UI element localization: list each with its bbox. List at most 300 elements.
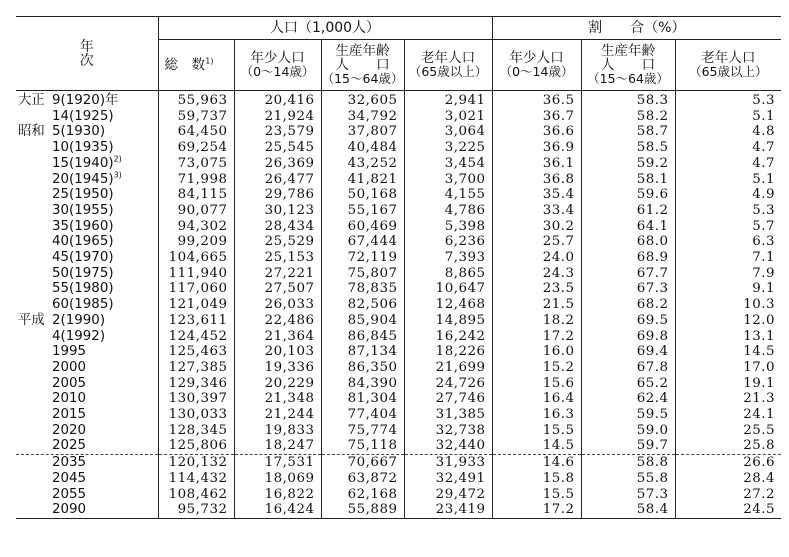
rw-cell: 65.2 <box>581 376 675 392</box>
ro-cell: 4.9 <box>752 187 776 203</box>
ro-cell: 6.3 <box>752 234 776 250</box>
year-label: 2(1990) <box>52 312 106 328</box>
table-row <box>16 250 781 266</box>
working-cell: 60,469 <box>321 219 404 235</box>
ry-cell: 25.7 <box>492 234 581 250</box>
working-cell: 70,667 <box>321 455 404 471</box>
ry-cell: 17.2 <box>492 502 581 518</box>
table-row <box>16 91 781 109</box>
young-header <box>234 40 321 91</box>
era-label: 昭和 <box>18 124 45 140</box>
young-header-line1: 年少人口 <box>250 50 305 66</box>
year-label: 2055 <box>52 486 87 502</box>
ratio-working-header-line1: 生産年齢 <box>600 43 656 59</box>
young-cell: 21,348 <box>234 391 321 407</box>
year-cell <box>16 313 158 329</box>
table-row <box>16 407 781 423</box>
working-cell: 41,821 <box>321 172 404 188</box>
rw-cell: 68.9 <box>581 250 675 266</box>
total-cell: 114,432 <box>158 471 234 487</box>
ratio-working-header <box>581 40 675 91</box>
young-cell: 28,434 <box>234 219 321 235</box>
year-cell <box>16 407 158 423</box>
total-cell: 73,075 <box>158 156 234 172</box>
year-label: 2045 <box>52 470 87 486</box>
ry-cell: 24.3 <box>492 266 581 282</box>
rw-cell: 69.5 <box>581 313 675 329</box>
ry-cell: 16.4 <box>492 391 581 407</box>
ro-cell: 5.3 <box>752 202 776 218</box>
working-cell: 72,119 <box>321 250 404 266</box>
rw-cell: 57.3 <box>581 487 675 503</box>
year-cell <box>16 266 158 282</box>
ry-cell: 14.6 <box>492 455 581 471</box>
ry-cell: 33.4 <box>492 203 581 219</box>
old-cell: 8,865 <box>404 266 492 282</box>
year-label: 2005 <box>52 375 87 391</box>
year-cell <box>16 502 158 518</box>
total-cell: 125,806 <box>158 438 234 454</box>
year-cell <box>16 455 158 471</box>
table-row <box>16 455 781 471</box>
ro-cell: 26.6 <box>675 455 781 471</box>
ro-cell: 5.1 <box>752 108 776 124</box>
young-cell: 30,123 <box>234 203 321 219</box>
total-cell: 108,462 <box>158 487 234 503</box>
year-label: 55(1980) <box>52 281 114 297</box>
ry-cell: 36.8 <box>492 172 581 188</box>
table-row <box>16 391 781 407</box>
ro-cell: 5.3 <box>752 93 776 108</box>
year-label: 35(1960) <box>52 218 114 234</box>
rw-cell: 59.6 <box>581 187 675 203</box>
year-cell <box>16 329 158 345</box>
table-row <box>16 234 781 250</box>
young-cell: 21,364 <box>234 329 321 345</box>
total-header <box>158 40 234 91</box>
year-label: 2020 <box>52 422 87 438</box>
year-label: 2090 <box>52 502 87 518</box>
ry-cell: 18.2 <box>492 313 581 329</box>
old-cell: 2,941 <box>404 91 492 109</box>
ry-cell: 36.1 <box>492 156 581 172</box>
ry-cell: 15.5 <box>492 487 581 503</box>
table-row <box>16 438 781 454</box>
rw-cell: 58.1 <box>581 172 675 188</box>
ro-cell: 12.0 <box>743 312 776 328</box>
working-cell: 84,390 <box>321 376 404 392</box>
young-cell: 18,247 <box>234 438 321 454</box>
rw-cell: 64.1 <box>581 219 675 235</box>
working-header <box>321 40 404 91</box>
old-cell: 24,726 <box>404 376 492 392</box>
total-cell: 117,060 <box>158 281 234 297</box>
year-label: 40(1965) <box>52 234 114 250</box>
total-cell: 94,302 <box>158 219 234 235</box>
old-cell: 29,472 <box>404 487 492 503</box>
year-cell <box>16 344 158 360</box>
year-column-header: 年 次 <box>16 17 158 91</box>
working-cell: 62,168 <box>321 487 404 503</box>
ry-cell: 21.5 <box>492 297 581 313</box>
total-cell: 99,209 <box>158 234 234 250</box>
ro-cell: 5.1 <box>752 171 776 187</box>
ro-cell: 7.9 <box>752 265 776 281</box>
year-cell <box>16 487 158 503</box>
ry-cell: 14.5 <box>492 438 581 454</box>
rw-cell: 58.2 <box>581 109 675 125</box>
ratio-working-header-line2: 人 口 <box>600 57 656 73</box>
ro-cell: 4.7 <box>752 140 776 156</box>
old-cell: 5,398 <box>404 219 492 235</box>
year-cell <box>16 234 158 250</box>
table-row <box>16 471 781 487</box>
old-cell: 27,746 <box>404 391 492 407</box>
young-cell: 19,833 <box>234 423 321 439</box>
old-cell: 3,064 <box>404 124 492 140</box>
year-cell <box>16 423 158 439</box>
ro-cell: 24.1 <box>743 407 776 423</box>
rw-cell: 58.8 <box>581 455 675 471</box>
working-cell: 85,904 <box>321 313 404 329</box>
old-cell: 6,236 <box>404 234 492 250</box>
ry-cell: 15.2 <box>492 360 581 376</box>
young-cell: 16,822 <box>234 487 321 503</box>
old-cell: 14,895 <box>404 313 492 329</box>
young-cell: 21,244 <box>234 407 321 423</box>
table-row <box>16 423 781 439</box>
rw-cell: 67.3 <box>581 281 675 297</box>
ratio-young-header-line1: 年少人口 <box>509 50 564 66</box>
total-cell: 90,077 <box>158 203 234 219</box>
young-cell: 27,507 <box>234 281 321 297</box>
working-header-line2: 人 口 <box>335 57 390 73</box>
total-cell: 120,132 <box>158 455 234 471</box>
old-cell: 18,226 <box>404 344 492 360</box>
table-row <box>16 124 781 140</box>
old-cell: 3,454 <box>404 156 492 172</box>
year-cell <box>16 91 158 109</box>
working-cell: 55,889 <box>321 502 404 518</box>
old-header-line1: 老年人口 <box>420 50 476 66</box>
year-cell <box>16 391 158 407</box>
year-label: 9(1920)年 <box>52 93 119 108</box>
ratio-old-header-line2: （65歳以上） <box>689 64 768 79</box>
old-cell: 7,393 <box>404 250 492 266</box>
table-row <box>16 376 781 392</box>
year-label: 2035 <box>52 455 87 471</box>
era-label: 大正 <box>18 93 45 108</box>
ratio-old-header-line1: 老年人口 <box>701 50 756 66</box>
working-cell: 86,845 <box>321 329 404 345</box>
working-cell: 82,506 <box>321 297 404 313</box>
table-row <box>16 140 781 156</box>
total-header-label: 総 数 <box>164 57 206 73</box>
rw-cell: 55.8 <box>581 471 675 487</box>
total-cell: 125,463 <box>158 344 234 360</box>
year-note: 2) <box>113 154 122 164</box>
ry-cell: 16.0 <box>492 344 581 360</box>
ro-cell: 27.2 <box>743 486 776 502</box>
ro-cell: 4.8 <box>752 124 776 140</box>
table-row <box>16 281 781 297</box>
year-label: 50(1975) <box>52 265 114 281</box>
rw-cell: 58.4 <box>581 502 675 518</box>
working-cell: 34,792 <box>321 109 404 125</box>
working-cell: 32,605 <box>321 91 404 109</box>
table-row <box>16 487 781 503</box>
total-cell: 95,732 <box>158 502 234 518</box>
total-cell: 128,345 <box>158 423 234 439</box>
young-cell: 26,033 <box>234 297 321 313</box>
rw-cell: 69.4 <box>581 344 675 360</box>
table-row <box>16 344 781 360</box>
ry-cell: 16.3 <box>492 407 581 423</box>
ry-cell: 36.7 <box>492 109 581 125</box>
ro-cell: 25.5 <box>743 422 776 438</box>
old-cell: 16,242 <box>404 329 492 345</box>
year-label: 25(1950) <box>52 187 114 203</box>
total-cell: 69,254 <box>158 140 234 156</box>
ro-cell: 10.3 <box>743 297 776 313</box>
total-cell: 71,998 <box>158 172 234 188</box>
total-cell: 84,115 <box>158 187 234 203</box>
ry-cell: 35.4 <box>492 187 581 203</box>
working-cell: 75,774 <box>321 423 404 439</box>
working-cell: 87,134 <box>321 344 404 360</box>
rw-cell: 68.2 <box>581 297 675 313</box>
working-cell: 75,118 <box>321 438 404 454</box>
year-label: 45(1970) <box>52 250 114 266</box>
young-cell: 16,424 <box>234 502 321 518</box>
young-cell: 23,579 <box>234 124 321 140</box>
young-cell: 25,153 <box>234 250 321 266</box>
year-cell <box>16 140 158 156</box>
ry-cell: 15.6 <box>492 376 581 392</box>
ry-cell: 17.2 <box>492 329 581 345</box>
working-cell: 75,807 <box>321 266 404 282</box>
working-header-line3: （15～64歳） <box>321 71 404 86</box>
old-cell: 21,699 <box>404 360 492 376</box>
total-cell: 130,397 <box>158 391 234 407</box>
year-label: 30(1955) <box>52 202 114 218</box>
ry-cell: 36.9 <box>492 140 581 156</box>
young-header-line2: （0～14歳） <box>240 64 315 79</box>
header-group-row <box>16 17 781 40</box>
total-cell: 124,452 <box>158 329 234 345</box>
year-label: 60(1985) <box>52 297 114 313</box>
rw-cell: 68.0 <box>581 234 675 250</box>
year-cell <box>16 281 158 297</box>
year-cell <box>16 250 158 266</box>
working-cell: 67,444 <box>321 234 404 250</box>
year-note: 3) <box>113 170 122 180</box>
working-cell: 37,807 <box>321 124 404 140</box>
total-cell: 130,033 <box>158 407 234 423</box>
table-row <box>16 219 781 235</box>
year-cell <box>16 219 158 235</box>
year-cell <box>16 471 158 487</box>
young-cell: 20,229 <box>234 376 321 392</box>
table-row <box>16 502 781 518</box>
table-row <box>16 266 781 282</box>
year-label: 2000 <box>52 359 87 375</box>
old-cell: 3,225 <box>404 140 492 156</box>
young-cell: 25,545 <box>234 140 321 156</box>
old-cell: 12,468 <box>404 297 492 313</box>
table-row <box>16 360 781 376</box>
year-label: 10(1935) <box>52 140 114 156</box>
table-row <box>16 329 781 345</box>
ro-cell: 4.7 <box>752 155 776 171</box>
table-row <box>16 156 781 172</box>
rw-cell: 59.5 <box>581 407 675 423</box>
total-cell: 55,963 <box>158 91 234 109</box>
ratio-young-header-line2: （0～14歳） <box>499 64 574 79</box>
total-cell: 104,665 <box>158 250 234 266</box>
young-cell: 25,529 <box>234 234 321 250</box>
working-header-line1: 生産年齢 <box>335 43 390 59</box>
young-cell: 20,103 <box>234 344 321 360</box>
year-label: 15(1940) <box>52 155 114 171</box>
year-cell <box>16 109 158 125</box>
ratio-group-header: 割 合（%） <box>492 17 781 40</box>
rw-cell: 59.7 <box>581 438 675 454</box>
young-cell: 18,069 <box>234 471 321 487</box>
ry-cell: 15.5 <box>492 423 581 439</box>
young-cell: 19,336 <box>234 360 321 376</box>
working-cell: 63,872 <box>321 471 404 487</box>
ratio-old-header <box>675 40 781 91</box>
era-label: 平成 <box>18 312 45 328</box>
rw-cell: 58.7 <box>581 124 675 140</box>
ro-cell: 17.0 <box>743 359 776 375</box>
rw-cell: 67.8 <box>581 360 675 376</box>
old-cell: 31,933 <box>404 455 492 471</box>
rw-cell: 69.8 <box>581 329 675 345</box>
year-label: 20(1945) <box>52 171 114 187</box>
young-cell: 26,369 <box>234 156 321 172</box>
young-cell: 22,486 <box>234 313 321 329</box>
ry-cell: 36.5 <box>492 91 581 109</box>
table-row <box>16 172 781 188</box>
old-cell: 3,021 <box>404 109 492 125</box>
working-cell: 78,835 <box>321 281 404 297</box>
ry-cell: 36.6 <box>492 124 581 140</box>
ro-cell: 5.7 <box>752 218 776 234</box>
working-cell: 81,304 <box>321 391 404 407</box>
working-cell: 55,167 <box>321 203 404 219</box>
ro-cell: 24.5 <box>675 502 781 518</box>
young-cell: 17,531 <box>234 455 321 471</box>
year-cell <box>16 156 158 172</box>
working-cell: 77,404 <box>321 407 404 423</box>
year-cell <box>16 124 158 140</box>
year-label: 2010 <box>52 391 87 407</box>
year-cell <box>16 187 158 203</box>
table-row <box>16 297 781 313</box>
rw-cell: 67.7 <box>581 266 675 282</box>
year-cell <box>16 297 158 313</box>
table-body <box>16 91 781 519</box>
population-group-header: 人口（1,000人） <box>158 17 492 40</box>
ratio-young-header <box>492 40 581 91</box>
rw-cell: 58.3 <box>581 91 675 109</box>
old-cell: 23,419 <box>404 502 492 518</box>
ry-cell: 23.5 <box>492 281 581 297</box>
ro-cell: 21.3 <box>743 391 776 407</box>
ro-cell: 13.1 <box>743 328 776 344</box>
total-cell: 59,737 <box>158 109 234 125</box>
total-cell: 64,450 <box>158 124 234 140</box>
year-cell <box>16 203 158 219</box>
rw-cell: 62.4 <box>581 391 675 407</box>
old-cell: 3,700 <box>404 172 492 188</box>
ry-cell: 15.8 <box>492 471 581 487</box>
old-cell: 10,647 <box>404 281 492 297</box>
ro-cell: 25.8 <box>743 438 776 454</box>
year-label: 1995 <box>52 344 87 360</box>
year-cell <box>16 172 158 188</box>
young-cell: 20,416 <box>234 91 321 109</box>
year-cell <box>16 438 158 454</box>
ro-cell: 19.1 <box>743 375 776 391</box>
table-row <box>16 109 781 125</box>
ro-cell: 7.1 <box>752 250 776 266</box>
rw-cell: 58.5 <box>581 140 675 156</box>
young-cell: 21,924 <box>234 109 321 125</box>
old-header-line2: （65歳以上） <box>408 64 488 79</box>
year-label: 2025 <box>52 438 87 454</box>
table-row <box>16 187 781 203</box>
total-cell: 111,940 <box>158 266 234 282</box>
working-cell: 86,350 <box>321 360 404 376</box>
table-row <box>16 203 781 219</box>
ro-cell: 28.4 <box>743 470 776 486</box>
old-cell: 4,155 <box>404 187 492 203</box>
rw-cell: 61.2 <box>581 203 675 219</box>
ry-cell: 30.2 <box>492 219 581 235</box>
young-cell: 27,221 <box>234 266 321 282</box>
young-cell: 26,477 <box>234 172 321 188</box>
year-label: 4(1992) <box>52 328 106 344</box>
year-cell <box>16 360 158 376</box>
total-cell: 127,385 <box>158 360 234 376</box>
young-cell: 29,786 <box>234 187 321 203</box>
population-table <box>16 16 781 519</box>
year-cell <box>16 376 158 392</box>
total-cell: 123,611 <box>158 313 234 329</box>
year-label: 2015 <box>52 407 87 423</box>
ro-cell: 14.5 <box>743 344 776 360</box>
ratio-working-header-line3: （15～64歳） <box>587 71 669 86</box>
year-label: 5(1930) <box>52 124 106 140</box>
working-cell: 43,252 <box>321 156 404 172</box>
rw-cell: 59.0 <box>581 423 675 439</box>
old-cell: 32,440 <box>404 438 492 454</box>
old-header <box>404 40 492 91</box>
old-cell: 32,738 <box>404 423 492 439</box>
old-cell: 32,491 <box>404 471 492 487</box>
ry-cell: 24.0 <box>492 250 581 266</box>
working-cell: 50,168 <box>321 187 404 203</box>
old-cell: 4,786 <box>404 203 492 219</box>
working-cell: 40,484 <box>321 140 404 156</box>
total-cell: 121,049 <box>158 297 234 313</box>
year-label: 14(1925) <box>52 108 114 124</box>
old-cell: 31,385 <box>404 407 492 423</box>
total-cell: 129,346 <box>158 376 234 392</box>
